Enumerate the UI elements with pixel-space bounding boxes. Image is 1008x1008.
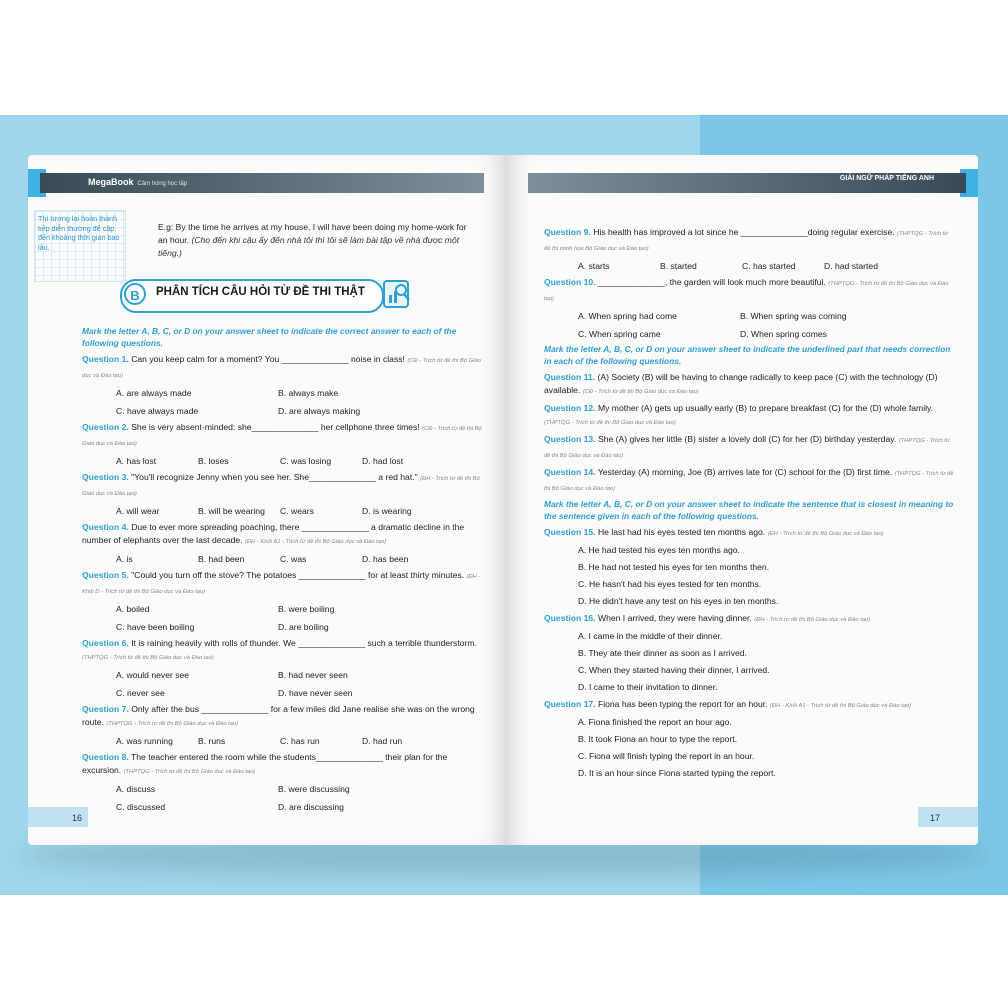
answer-option: B. He had not tested his eyes for ten months then. (578, 562, 770, 572)
right-page (506, 155, 978, 845)
example-text: E.g: By the time he arrives at my house, I will have been doing my home-work for an hour. (Cho đến khi cậu ấy đến nhà tôi thì tôi sẽ làm bài tập về nhà được một tiếng.) (158, 222, 467, 258)
question-stem (82, 421, 482, 451)
answer-options (116, 387, 482, 418)
question-text: (A) Society (B) will be having to change radically to keep pace (C) with the technology (D) available. (544, 372, 938, 395)
question-stem (82, 637, 482, 665)
question-text: "Could you turn off the stove? The potatoes ______________ for at least thirty minutes. (131, 570, 465, 580)
answer-option: C. never see (116, 688, 165, 698)
answer-option: A. When spring had come (578, 311, 677, 321)
question-label: Question 12. (544, 403, 596, 413)
answer-option: D. is wearing (362, 506, 412, 516)
question-text: He last had his eyes tested ten months ago. (597, 527, 766, 537)
question-text: She (A) gives her little (B) sister a lovely doll (C) for her (D) birthday yesterday. (597, 434, 897, 444)
answer-option: D. are always making (278, 406, 361, 416)
question (82, 471, 482, 518)
answer-option: C. was (280, 554, 307, 564)
question-stem (544, 526, 954, 541)
answer-option: C. discussed (116, 802, 166, 812)
answer-option: C. have always made (116, 406, 199, 416)
answer-option: C. Fiona will finish typing the report in an hour. (578, 751, 755, 761)
question-source: (CĐ - Trích từ đề thi Bộ Giáo dục và Đào tạo) (582, 389, 699, 395)
question-text: Yesterday (A) morning, Joe (B) arrives late for (C) school for the (D) first time. (597, 467, 893, 477)
question-text: My mother (A) gets up usually early (B) to prepare breakfast (C) for the (D) whole family. (597, 403, 934, 413)
question (82, 421, 482, 468)
question-label: Question 2. (82, 422, 129, 432)
answer-option: B. loses (198, 456, 229, 466)
answer-option: D. I came to their invitation to dinner. (578, 682, 718, 692)
section-heading (120, 277, 412, 311)
question-text: His health has improved a lot since he ______________doing regular exercise. (593, 227, 895, 237)
question (544, 402, 954, 430)
left-page (28, 155, 506, 845)
question (82, 353, 482, 418)
question-source: (THPTQG - Trích từ đề thi Bộ Giáo dục và Đào tạo) (544, 420, 676, 426)
answer-option: C. When spring came (578, 329, 661, 339)
answer-option: A. would never see (116, 670, 190, 680)
answer-option: B. They ate their dinner as soon as I arrived. (578, 648, 747, 658)
answer-option: B. always make (278, 388, 339, 398)
answer-options (578, 310, 954, 341)
answer-option: C. has run (280, 736, 320, 746)
question (544, 612, 954, 694)
question (82, 751, 482, 814)
answer-option: C. has started (742, 261, 796, 271)
question-source: (THPTQG - Trích từ đề thi Bộ Giáo dục và Đào tạo) (544, 281, 949, 302)
page-number: 16 (72, 813, 83, 823)
answer-options (116, 455, 482, 468)
answer-option: A. I came in the middle of their dinner. (578, 631, 723, 641)
answer-option: D. are boiling (278, 622, 329, 632)
question (544, 466, 954, 496)
answer-option: B. started (660, 261, 697, 271)
question-label: Question 17. (544, 699, 596, 709)
question-source: (CĐ - Trích từ đề thi Bộ Giáo dục và Đào tạo) (82, 358, 481, 379)
question-source: (ĐH - Trích từ đề thi Bộ Giáo dục và Đào tạo) (754, 617, 871, 623)
instruction: Mark the letter A, B, C, or D on your answer sheet to indicate the correct answer to each of the following questions. (82, 326, 457, 348)
answer-option: B. When spring was coming (740, 311, 847, 321)
question-label: Question 6. (82, 638, 129, 648)
brand-logo: MegaBook Cảm hứng học tập (88, 177, 188, 187)
question (544, 276, 954, 341)
answer-options (578, 630, 954, 694)
question-text: Can you keep calm for a moment? You ______________ noise in class! (131, 354, 405, 364)
answer-options (116, 603, 482, 634)
question-label: Question 4. (82, 522, 129, 532)
question (82, 569, 482, 634)
question-source: (THPTQG - Trích từ đề thi Bộ Giáo dục và Đào tạo) (106, 721, 239, 727)
answer-options (116, 553, 482, 566)
left-content (82, 323, 482, 816)
question-label: Question 5. (82, 570, 129, 580)
section-letter: B (124, 283, 146, 305)
question-stem (82, 471, 482, 501)
answer-option: D. He didn't have any test on his eyes in ten months. (578, 596, 779, 606)
question-label: Question 1. (82, 354, 129, 364)
question-stem (544, 226, 954, 256)
question-source: (ĐH - Khối A1 - Trích từ đề thi Bộ Giáo dục và Đào tạo) (769, 703, 912, 709)
answer-option: A. boiled (116, 604, 150, 614)
answer-option: C. wears (280, 506, 314, 516)
question-stem (544, 402, 954, 430)
answer-options (578, 544, 954, 608)
question-stem (544, 698, 954, 713)
answer-option: B. were discussing (278, 784, 350, 794)
question-stem (544, 371, 954, 399)
question-label: Question 11. (544, 372, 596, 382)
answer-option: B. had never seen (278, 670, 348, 680)
question-text: Fiona has been typing the report for an hour. (597, 699, 768, 709)
question-label: Question 13. (544, 434, 596, 444)
answer-option: A. discuss (116, 784, 156, 794)
answer-options (116, 783, 482, 814)
answer-option: D. are discussing (278, 802, 344, 812)
answer-options (116, 669, 482, 700)
instruction: Mark the letter A, B, C, or D on your answer sheet to indicate the sentence that is closest in meaning to the sentence given in each of the following questions. (544, 499, 954, 521)
answer-option: D. has been (362, 554, 409, 564)
question-text: Only after the bus ______________ for a few miles did Jane realise she was on the wrong route. (82, 704, 475, 727)
answer-option: D. had run (362, 736, 403, 746)
answer-option: B. runs (198, 736, 226, 746)
question-text: The teacher entered the room while the students______________ their plan for the excursion. (82, 752, 448, 775)
question-stem (544, 433, 954, 463)
answer-option: C. When they started having their dinner, I arrived. (578, 665, 770, 675)
question-source: (ĐH - Trích từ đề thi Bộ Giáo dục và Đào tạo) (767, 531, 884, 537)
question-source: (ĐH - Khối D - Trích từ đề thi Bộ Giáo dục và Đào tạo) (82, 574, 481, 595)
question-source: (CĐ - Trích từ đề thi Bộ Giáo dục và Đào tạo) (82, 426, 482, 447)
question-text: Due to ever more spreading poaching, there ______________ a dramatic decline in the number of elephants over the last decade. (82, 522, 465, 545)
question-stem (82, 569, 482, 599)
side-note: Thì tương lai hoàn thành tiếp diễn thường để cập đến khoảng thời gian bao lâu. (34, 210, 126, 282)
instruction: Mark the letter A, B, C, or D on your answer sheet to indicate the underlined part that needs correction in each of the following questions. (544, 344, 951, 366)
question-stem (82, 751, 482, 779)
answer-option: D. had lost (362, 456, 404, 466)
answer-option: A. will wear (116, 506, 160, 516)
magnifier-chart-icon (382, 277, 412, 311)
question-label: Question 8. (82, 752, 129, 762)
answer-option: A. has lost (116, 456, 157, 466)
answer-option: A. Fiona finished the report an hour ago. (578, 717, 732, 727)
answer-option: A. was running (116, 736, 173, 746)
question-stem (82, 521, 482, 549)
answer-option: C. was losing (280, 456, 332, 466)
question-stem (544, 466, 954, 496)
section-title: PHÂN TÍCH CÂU HỎI TỪ ĐỀ THI THẬT (156, 286, 365, 298)
question-stem (82, 703, 482, 731)
question-stem (544, 276, 954, 306)
footer-bar (918, 807, 978, 827)
question-label: Question 15. (544, 527, 596, 537)
question-label: Question 9. (544, 227, 591, 237)
question-label: Question 16. (544, 613, 596, 623)
question-stem (82, 353, 482, 383)
answer-option: B. had been (198, 554, 245, 564)
question-source: (ĐH - Trích từ đề thi Bộ Giáo dục và Đào tạo) (82, 476, 480, 497)
question-source: (THPTQG - Trích từ đề thi Bộ Giáo dục và Đào tạo) (82, 655, 214, 661)
question-text: "You'll recognize Jenny when you see her. She______________ a red hat." (131, 472, 418, 482)
answer-option: B. will be wearing (198, 506, 265, 516)
answer-option: D. had started (824, 261, 878, 271)
question (82, 703, 482, 748)
answer-option: A. are always made (116, 388, 192, 398)
answer-option: A. is (116, 554, 133, 564)
answer-options (116, 505, 482, 518)
question (544, 371, 954, 399)
question-label: Question 3. (82, 472, 129, 482)
answer-option: D. When spring comes (740, 329, 827, 339)
answer-option: B. were boiling (278, 604, 335, 614)
question-stem (544, 612, 954, 627)
question-source: (THPTQG - Trích từ đề thi Bộ Giáo dục và Đào tạo) (544, 471, 954, 492)
answer-option: D. It is an hour since Fiona started typing the report. (578, 768, 776, 778)
right-content (544, 223, 954, 784)
question-label: Question 7. (82, 704, 129, 714)
question-source: (ĐH - Khối A1 - Trích từ đề thi Bộ Giáo dục và Đào tạo) (244, 539, 387, 545)
question-label: Question 14. (544, 467, 596, 477)
question-source: (THPTQG - Trích từ đề thi Bộ Giáo dục và Đào tạo) (123, 769, 256, 775)
question-source: (THPTQG - Trích từ đề thi minh họa Bộ Giáo dục và Đào tạo) (544, 231, 948, 252)
answer-options (578, 260, 954, 273)
question (544, 433, 954, 463)
question (544, 526, 954, 608)
question (544, 698, 954, 780)
answer-option: A. starts (578, 261, 610, 271)
answer-options (116, 735, 482, 748)
question (82, 637, 482, 700)
answer-option: B. It took Fiona an hour to type the report. (578, 734, 738, 744)
question (82, 521, 482, 566)
question-text: ______________, the garden will look much more beautiful. (597, 277, 826, 287)
answer-option: C. He hasn't had his eyes tested for ten months. (578, 579, 762, 589)
answer-option: D. have never seen (278, 688, 353, 698)
question-source: (THPTQG - Trích từ đề thi Bộ Giáo dục và Đào tạo) (544, 438, 950, 459)
question-text: It is raining heavily with rolls of thunder. We ______________ such a terrible thunderstorm. (131, 638, 477, 648)
question-text: When I arrived, they were having dinner. (597, 613, 752, 623)
question-text: She is very absent-minded: she______________ her cellphone three times! (131, 422, 420, 432)
answer-options (578, 716, 954, 780)
book-logo: GIẢI NGỮ PHÁP TIẾNG ANH (839, 175, 934, 182)
answer-option: A. He had tested his eyes ten months ago. (578, 545, 740, 555)
question (544, 226, 954, 273)
page-number: 17 (929, 813, 940, 823)
question-label: Question 10. (544, 277, 596, 287)
answer-option: C. have been boiling (116, 622, 195, 632)
